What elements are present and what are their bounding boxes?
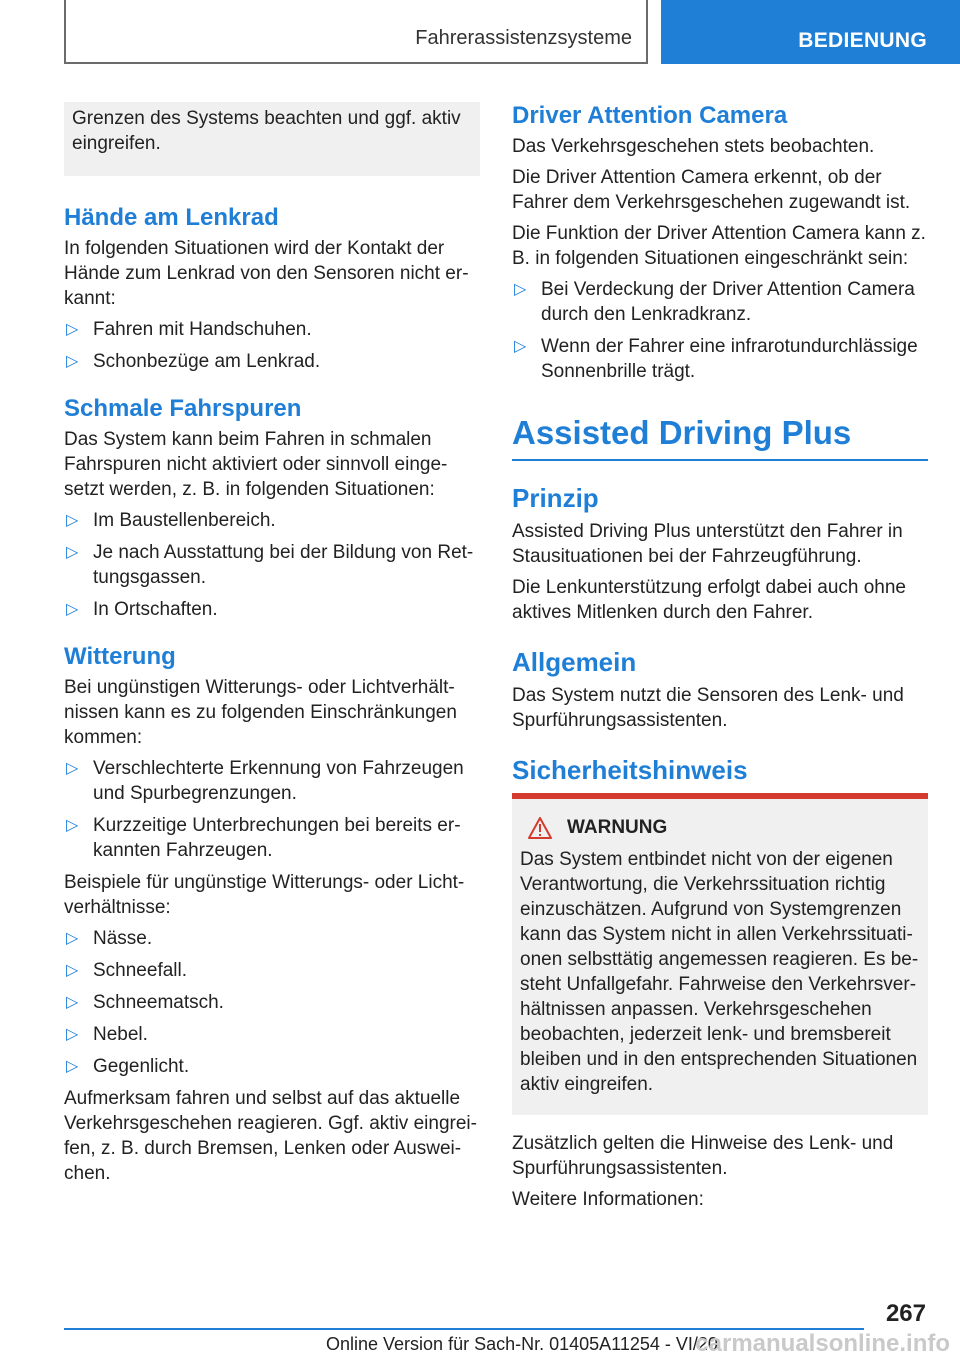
warning-label: WARNUNG xyxy=(567,817,668,838)
triangle-bullet-icon: ▷ xyxy=(66,1026,79,1043)
heading-sicherheitshinweis: Sicherheitshinweis xyxy=(512,755,748,785)
right-column xyxy=(512,102,928,1218)
list-item: ▷ Wenn der Fahrer eine infrarotundurchlässige Sonnenbrille trägt. xyxy=(514,336,918,382)
bullet-list xyxy=(64,926,480,1079)
heading-driver-attention-camera: Driver Attention Camera xyxy=(512,102,788,129)
header-section-label: Fahrerassistenzsysteme xyxy=(415,27,632,49)
warning-box xyxy=(512,793,928,1115)
triangle-bullet-icon: ▷ xyxy=(66,601,79,618)
list-item: ▷ Nebel. xyxy=(66,1024,148,1045)
chapter-title: Assisted Driving Plus xyxy=(512,413,928,461)
paragraph: In folgenden Situationen wird der Kontakt der Hände zum Lenkrad von den Sensoren nicht er-kannt: xyxy=(64,238,469,309)
triangle-bullet-icon: ▷ xyxy=(66,353,79,370)
paragraph: Die Driver Attention Camera erkennt, ob der Fahrer dem Verkehrsgeschehen zugewandt ist. xyxy=(512,167,911,213)
paragraph: Die Lenkunterstützung erfolgt dabei auch ohne aktives Mitlenken durch den Fahrer. xyxy=(512,577,906,623)
triangle-bullet-icon: ▷ xyxy=(514,338,527,355)
triangle-bullet-icon: ▷ xyxy=(66,930,79,947)
warning-triangle-icon xyxy=(528,817,552,839)
triangle-bullet-icon: ▷ xyxy=(66,1058,79,1075)
list-item: ▷ Kurzzeitige Unterbrechungen bei bereits er-kannten Fahrzeugen. xyxy=(66,815,461,861)
list-item: ▷ Fahren mit Handschuhen. xyxy=(66,319,312,340)
paragraph: Das System nutzt die Sensoren des Lenk- und Spurführungsassistenten. xyxy=(512,685,904,731)
list-item: ▷ Im Baustellenbereich. xyxy=(66,510,276,531)
triangle-bullet-icon: ▷ xyxy=(66,321,79,338)
paragraph: Assisted Driving Plus unterstützt den Fahrer in Stausituationen bei der Fahrzeugführung. xyxy=(512,521,903,567)
paragraph: Das Verkehrsgeschehen stets beobachten. xyxy=(512,136,875,157)
note-box-text: Grenzen des Systems beachten und ggf. aktiv eingreifen. xyxy=(72,108,461,154)
header-section xyxy=(64,0,648,64)
watermark: carmanualsonline.info xyxy=(695,1330,950,1357)
paragraph: Bei ungünstigen Witterungs- oder Lichtverhält-nissen kann es zu folgenden Einschränkungen kommen: xyxy=(64,677,457,748)
footer-version: Online Version für Sach-Nr. 01405A11254 - VI/20 xyxy=(326,1334,718,1354)
bullet-list xyxy=(512,277,928,384)
heading-schmale-fahrspuren: Schmale Fahrspuren xyxy=(64,395,302,422)
triangle-bullet-icon: ▷ xyxy=(66,760,79,777)
heading-allgemein: Allgemein xyxy=(512,647,637,677)
paragraph: Die Funktion der Driver Attention Camera kann z. B. in folgenden Situationen eingeschränkt sein: xyxy=(512,223,926,269)
heading-haende-am-lenkrad: Hände am Lenkrad xyxy=(64,204,279,231)
triangle-bullet-icon: ▷ xyxy=(66,512,79,529)
paragraph: Das System kann beim Fahren in schmalen Fahrspuren nicht aktiviert oder sinnvoll einge-setzt werden, z. B. in folgenden Situationen: xyxy=(64,429,448,500)
list-item: ▷ Je nach Ausstattung bei der Bildung von Ret-tungsgassen. xyxy=(66,542,474,588)
paragraph: Weitere Informationen: xyxy=(512,1189,704,1210)
bullet-list xyxy=(64,317,480,374)
heading-prinzip: Prinzip xyxy=(512,483,599,513)
triangle-bullet-icon: ▷ xyxy=(66,817,79,834)
triangle-bullet-icon: ▷ xyxy=(66,544,79,561)
paragraph: Beispiele für ungünstige Witterungs- oder Licht-verhältnisse: xyxy=(64,872,465,918)
list-item: ▷ Gegenlicht. xyxy=(66,1056,190,1077)
bullet-list xyxy=(64,756,480,863)
note-box xyxy=(64,102,480,176)
warning-header xyxy=(520,817,920,839)
paragraph: Aufmerksam fahren und selbst auf das aktuelle Verkehrsgeschehen reagieren. Ggf. aktiv eingrei-fen, z. B. durch Bremsen, Lenken oder Auswei-chen. xyxy=(64,1088,477,1184)
header-chapter-label: BEDIENUNG xyxy=(798,29,927,52)
list-item: ▷ Schneefall. xyxy=(66,960,188,981)
paragraph: Zusätzlich gelten die Hinweise des Lenk- und Spurführungsassistenten. xyxy=(512,1133,894,1179)
page-number: 267 xyxy=(885,1300,926,1327)
list-item: ▷ Schneematsch. xyxy=(66,992,224,1013)
list-item: ▷ Verschlechterte Erkennung von Fahrzeugen und Spurbegrenzungen. xyxy=(66,758,464,804)
list-item: ▷ In Ortschaften. xyxy=(66,599,218,620)
bullet-list xyxy=(64,508,480,622)
heading-witterung: Witterung xyxy=(64,643,176,670)
triangle-bullet-icon: ▷ xyxy=(66,994,79,1011)
triangle-bullet-icon: ▷ xyxy=(66,962,79,979)
triangle-bullet-icon: ▷ xyxy=(514,281,527,298)
list-item: ▷ Bei Verdeckung der Driver Attention Camera durch den Lenkradkranz. xyxy=(514,279,915,325)
list-item: ▷ Schonbezüge am Lenkrad. xyxy=(66,351,321,372)
header-chapter xyxy=(661,0,960,64)
list-item: ▷ Nässe. xyxy=(66,928,153,949)
left-column xyxy=(64,102,480,1192)
warning-text: Das System entbindet nicht von der eigenen Verantwortung, die Verkehrssituation richtig einzuschätzen. Aufgrund von Systemgrenzen kann das System nicht in allen Verkehrssituati-onen selbsttätig angemessen reagieren. Es be-steht Unfallgefahr. Fahrweise den Verkehrsver-hältnissen anpassen. Verkehrsgeschehen beobachten, jederzeit lenk- und bremsbereit bleiben und in den entsprechenden Situationen aktiv eingreifen. xyxy=(520,849,919,1095)
